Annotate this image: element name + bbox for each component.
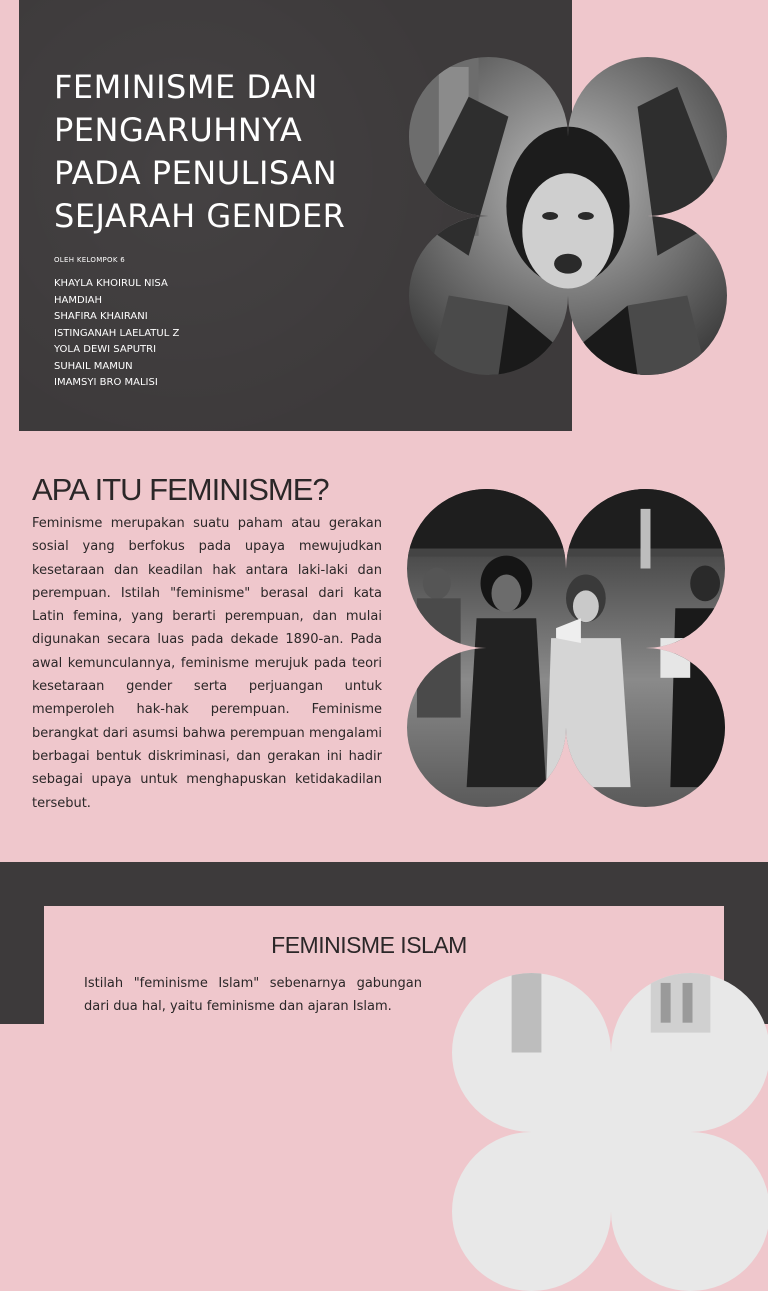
member-item: IMAMSYI BRO MALISI (54, 377, 158, 388)
member-item: YOLA DEWI SAPUTRI (54, 344, 157, 355)
protester-portrait-photo (409, 57, 727, 375)
islam-paragraph: Istilah "feminisme Islam" sebenarnya gabungan dari dua hal, yaitu feminisme dan ajaran Islam. (84, 976, 422, 1015)
islam-heading: FEMINISME ISLAM (271, 932, 467, 958)
member-item: KHAYLA KHOIRUL NISA (54, 278, 168, 289)
title-line-1: FEMINISME DAN (54, 68, 318, 106)
page-title (54, 66, 384, 238)
member-item: SUHAIL MAMUN (54, 360, 133, 372)
title-line-4: SEJARAH GENDER (54, 197, 346, 235)
group-byline: OLEH KELOMPOK 6 (54, 256, 126, 264)
member-item: HAMDIAH (54, 294, 102, 306)
title-line-3: PADA PENULISAN (54, 154, 338, 192)
protest-march-photo (407, 489, 725, 807)
feminisme-heading: APA ITU FEMINISME? (32, 472, 329, 507)
islam-section-photo (452, 973, 768, 1291)
member-item: SHAFIRA KHAIRANI (54, 311, 148, 322)
member-item: ISTINGANAH LAELATUL Z (54, 327, 180, 339)
member-list (54, 276, 179, 392)
feminisme-paragraph: Feminisme merupakan suatu paham atau gerakan sosial yang berfokus pada upaya mewujudkan kesetaraan dan keadilan hak antara laki-laki dan perempuan. Istilah "feminisme" berasal dari kata Latin femina, yang berarti perempuan, dan mulai digunakan secara luas pada dekade 1890-an. Pada awal kemunculannya, feminisme merujuk pada teori kesetaraan gender serta perjuangan untuk memperoleh hak-hak perempuan. Feminisme berangkat dari asumsi bahwa perempuan mengalami berbagai bentuk diskriminasi, dan gerakan ini hadir sebagai upaya untuk menghapuskan ketidakadilan tersebut. (32, 516, 382, 811)
title-line-2: PENGARUHNYA (54, 111, 303, 149)
